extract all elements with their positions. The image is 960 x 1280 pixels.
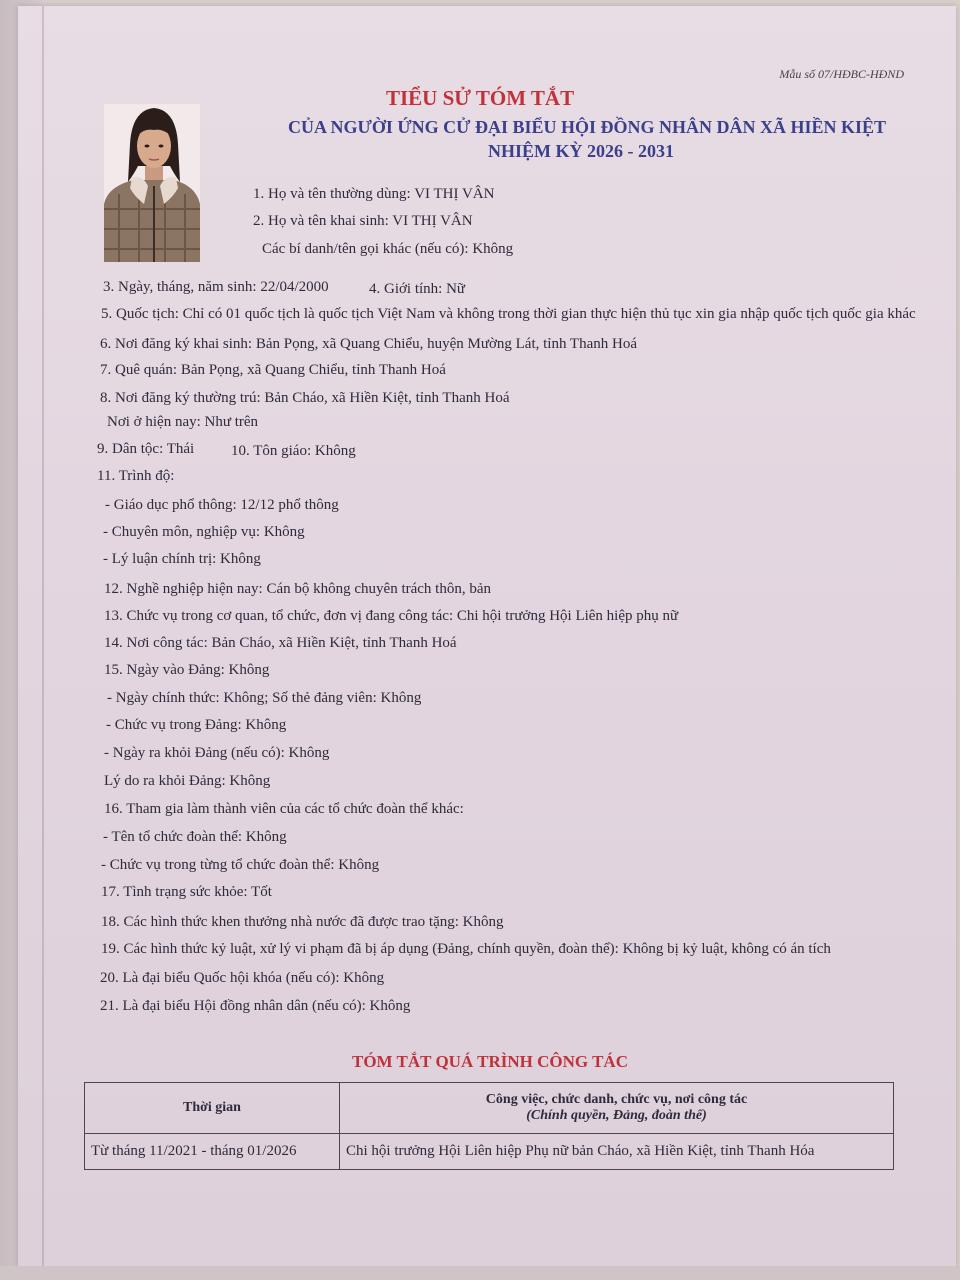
field-discipline: 19. Các hình thức kỷ luật, xử lý vi phạm đã bị áp dụng (Đảng, chính quyền, đoàn thể): Không bị kỷ luật, không có án tích [101,941,831,957]
field-organization-name: - Tên tổ chức đoàn thể: Không [103,829,287,845]
document-subtitle: CỦA NGƯỜI ỨNG CỬ ĐẠI BIỂU HỘI ĐỒNG NHÂN DÂN XÃ HIỀN KIỆT [288,117,887,137]
work-history-title: TÓM TẮT QUÁ TRÌNH CÔNG TÁC [352,1052,628,1071]
field-organizations-heading: 16. Tham gia làm thành viên của các tổ chức đoàn thể khác: [104,801,464,817]
field-political-theory: - Lý luận chính trị: Không [103,551,261,567]
field-occupation: 12. Nghề nghiệp hiện nay: Cán bộ không chuyên trách thôn, bản [104,581,491,597]
field-organization-position: - Chức vụ trong từng tổ chức đoàn thể: Không [101,857,380,873]
field-party-official-date: - Ngày chính thức: Không; Số thẻ đảng viên: Không [107,690,422,706]
field-birth-name: 2. Họ và tên khai sinh: VI THỊ VÂN [253,213,473,229]
field-workplace: 14. Nơi công tác: Bản Cháo, xã Hiền Kiệt, tỉnh Thanh Hoá [104,635,457,651]
field-awards: 18. Các hình thức khen thưởng nhà nước đã được trao tặng: Không [101,914,504,930]
form-code: Mẫu số 07/HĐBC-HĐND [779,67,904,81]
field-position: 13. Chức vụ trong cơ quan, tổ chức, đơn vị đang công tác: Chi hội trưởng Hội Liên hiệp phụ nữ [104,608,679,624]
field-aliases: Các bí danh/tên gọi khác (nếu có): Không [262,241,514,257]
portrait-photo [104,104,200,262]
document-term: NHIỆM KỲ 2026 - 2031 [488,141,674,161]
table-row [85,1134,894,1170]
document-title: TIỂU SỬ TÓM TẮT [386,86,575,110]
field-general-education: - Giáo dục phổ thông: 12/12 phổ thông [105,497,339,513]
column-header-job-line1: Công việc, chức danh, chức vụ, nơi công tác [485,1092,748,1107]
field-education-heading: 11. Trình độ: [97,468,175,484]
paper-fold [42,6,44,1268]
row-job-cell: Chi hội trưởng Hội Liên hiệp Phụ nữ bản Cháo, xã Hiền Kiệt, tỉnh Thanh Hóa [340,1134,894,1170]
field-gender: 4. Giới tính: Nữ [369,281,466,297]
field-party-leave-reason: Lý do ra khỏi Đảng: Không [104,773,271,789]
field-common-name: 1. Họ và tên thường dùng: VI THỊ VÂN [253,186,495,202]
column-header-job [340,1083,894,1134]
field-date-of-birth: 3. Ngày, tháng, năm sinh: 22/04/2000 [103,279,329,295]
field-peoples-council: 21. Là đại biểu Hội đồng nhân dân (nếu có): Không [100,998,411,1014]
field-birth-registration: 6. Nơi đăng ký khai sinh: Bản Pọng, xã Quang Chiểu, huyện Mường Lát, tỉnh Thanh Hoá [100,336,637,352]
row-time-cell: Từ tháng 11/2021 - tháng 01/2026 [85,1134,340,1170]
field-party-position: - Chức vụ trong Đảng: Không [106,717,287,733]
field-current-residence: Nơi ở hiện nay: Như trên [107,414,259,430]
field-religion: 10. Tôn giáo: Không [231,443,356,459]
table-header-row [85,1083,894,1134]
column-header-job-line2: (Chính quyền, Đảng, đoàn thể) [526,1108,707,1123]
field-ethnicity: 9. Dân tộc: Thái [97,441,195,457]
field-permanent-residence: 8. Nơi đăng ký thường trú: Bản Cháo, xã Hiền Kiệt, tỉnh Thanh Hoá [100,390,510,406]
field-nationality: 5. Quốc tịch: Chỉ có 01 quốc tịch là quốc tịch Việt Nam và không trong thời gian thực hiện thủ tục xin gia nhập quốc tịch quốc gia khác [101,306,916,322]
work-history-table [84,1082,894,1170]
column-header-time: Thời gian [85,1083,340,1134]
field-party-join-date: 15. Ngày vào Đảng: Không [104,662,270,678]
field-hometown: 7. Quê quán: Bản Pọng, xã Quang Chiểu, tỉnh Thanh Hoá [100,362,446,378]
field-health: 17. Tình trạng sức khỏe: Tốt [101,884,272,900]
field-national-assembly: 20. Là đại biểu Quốc hội khóa (nếu có): Không [100,970,385,986]
background-floor [0,1266,960,1280]
field-party-leave-date: - Ngày ra khỏi Đảng (nếu có): Không [104,745,330,761]
field-professional-qualification: - Chuyên môn, nghiệp vụ: Không [103,524,305,540]
